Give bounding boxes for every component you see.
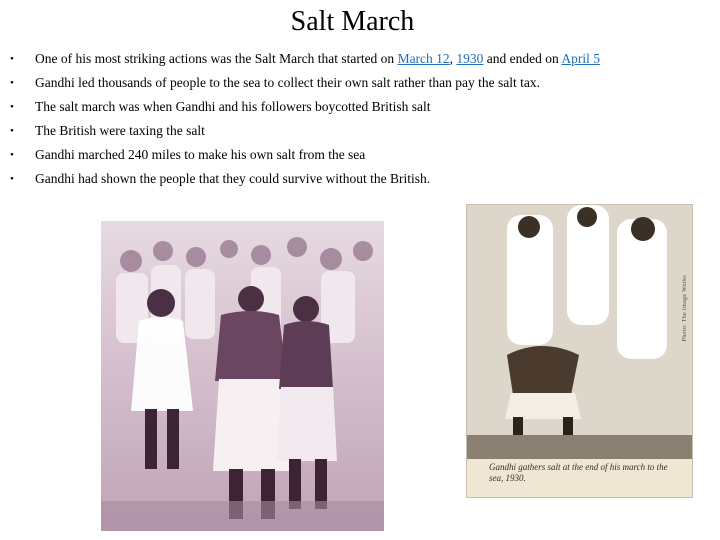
bullet-item [10, 167, 710, 191]
bullet-item [10, 71, 710, 95]
bullet-list [10, 47, 710, 191]
bullet-dot: • [10, 125, 14, 137]
bullet-text: One of his most striking actions was the Salt March that started on [35, 51, 398, 66]
marchers-photo-graphic [101, 221, 384, 531]
bullet-dot: • [10, 77, 14, 89]
bullet-text: Gandhi led thousands of people to the sea to collect their own salt rather than pay the salt tax. [35, 75, 540, 90]
photo-caption: Gandhi gathers salt at the end of his march to the sea, 1930. [467, 459, 692, 497]
bullet-text: The British were taxing the salt [35, 123, 205, 138]
marchers-photo [101, 221, 384, 531]
link-1930[interactable]: 1930 [456, 51, 484, 66]
link-april-5[interactable]: April 5 [561, 51, 601, 66]
bullet-text-mid: and ended on [483, 51, 562, 66]
bullet-item [10, 143, 710, 167]
photo-credit: Photo: The Image Works [682, 275, 688, 342]
bullet-text-sep: , [449, 51, 457, 66]
bullet-item [10, 95, 710, 119]
bullet-dot: • [10, 173, 14, 185]
link-march-12[interactable]: March 12 [397, 51, 450, 66]
bullet-dot: • [10, 149, 14, 161]
bullet-dot: • [10, 53, 14, 65]
bullet-item [10, 119, 710, 143]
bullet-text: Gandhi marched 240 miles to make his own salt from the sea [35, 147, 366, 162]
bullet-text: Gandhi had shown the people that they could survive without the British. [35, 171, 431, 186]
slide-title: Salt March [290, 6, 415, 37]
bullet-item [10, 47, 710, 71]
gandhi-photo-graphic [467, 205, 692, 459]
bullet-dot: • [10, 101, 14, 113]
bullet-text: The salt march was when Gandhi and his followers boycotted British salt [35, 99, 431, 114]
gandhi-gathering-salt-photo [466, 204, 693, 498]
